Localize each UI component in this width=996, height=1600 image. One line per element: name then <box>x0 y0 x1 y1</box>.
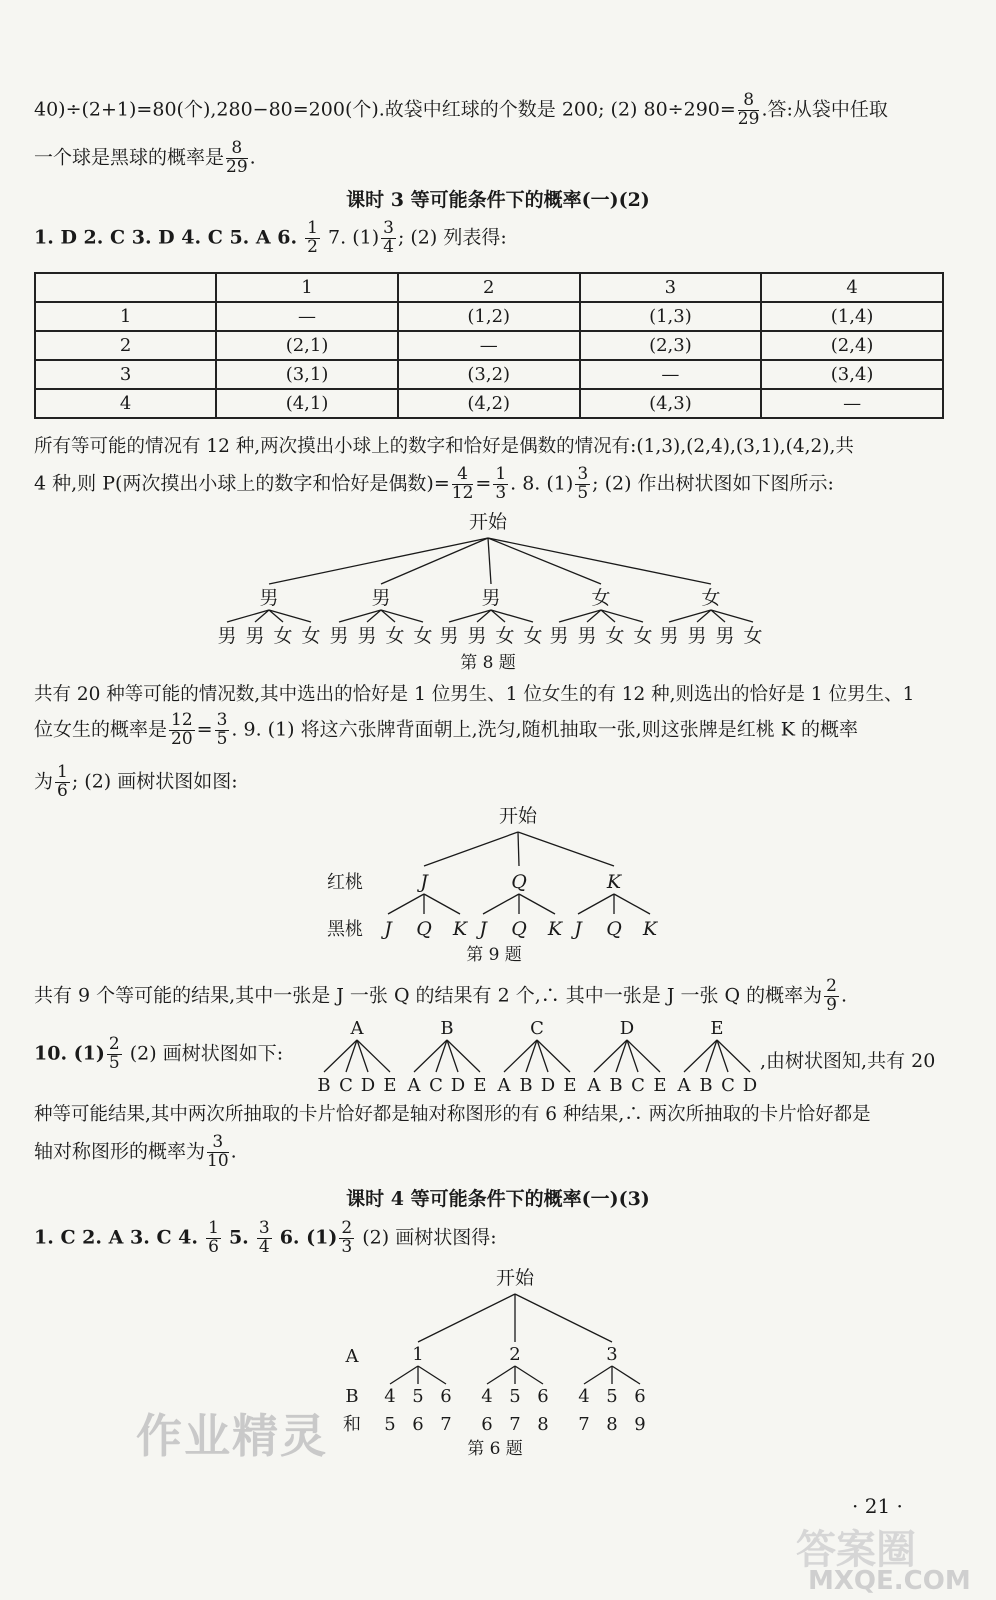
tree10-leaf: C <box>631 1075 645 1096</box>
tree-branch <box>488 538 711 584</box>
tree-branch <box>612 1366 640 1384</box>
answers-line-sec4: 1. C 2. A 3. C 4. $\frac{1}{6}$ 5. $\frac{3}{4}$ 6. (1) $\frac{2}{3}$ (2) 画树状图得: <box>34 1218 497 1257</box>
fraction: $\frac{3}{4}$ <box>383 218 394 257</box>
tree8-leaf: 男 <box>439 625 459 647</box>
table-cell: (1,2) <box>398 302 580 331</box>
corner-logo: 答案圈 <box>796 1527 916 1573</box>
tree8-node: 女 <box>701 587 721 609</box>
tree10-leaf: E <box>383 1075 397 1096</box>
tree-branch <box>488 538 601 584</box>
tree8-leaf: 男 <box>329 625 349 647</box>
intro-line-2: 一个球是黑球的概率是 $\frac{8}{29}$ . <box>34 138 256 177</box>
table-cell: 4 <box>35 389 216 418</box>
fraction: $\frac{1}{3}$ <box>495 464 507 503</box>
tree8-node: 男 <box>371 587 391 609</box>
tree6-leaf: 6 <box>634 1386 646 1407</box>
tree9-node: Q <box>511 871 527 893</box>
tree6-sum: 8 <box>537 1414 549 1435</box>
corner-url: MXQE.COM <box>808 1566 971 1596</box>
tree10-leaf: B <box>519 1075 533 1096</box>
table-cell: (1,4) <box>761 302 943 331</box>
tree9-leaf: K <box>452 918 468 940</box>
table-cell: (2,1) <box>216 331 398 360</box>
fraction: $\frac{3}{5}$ <box>216 710 228 749</box>
tree6-leaf: 4 <box>481 1386 493 1407</box>
tree8-node: 女 <box>591 587 611 609</box>
tree10-leaf: A <box>497 1075 511 1096</box>
table-cell: (2,4) <box>761 331 943 360</box>
q10-start: 10. (1) $\frac{2}{5}$ (2) 画树状图如下: <box>34 1034 284 1073</box>
fraction: $\frac{4}{12}$ <box>451 464 474 503</box>
tree10-leaf: C <box>339 1075 353 1096</box>
tree8-leaf: 女 <box>523 625 543 647</box>
tree8-leaf: 女 <box>633 625 653 647</box>
tree-branch <box>424 832 518 866</box>
tree10-leaf: B <box>699 1075 713 1096</box>
tree6-row-label: A <box>345 1346 359 1367</box>
table-cell: (4,1) <box>216 389 398 418</box>
p4-line: 共有 9 个等可能的结果,其中一张是 J 一张 Q 的结果有 2 个,∴ 其中一张是 J 一张 Q 的概率为 $\frac{2}{9}$ . <box>34 976 848 1015</box>
tree10-leaf: E <box>563 1075 577 1096</box>
tree9-leaf: J <box>574 918 582 940</box>
p3-line-3: 为 $\frac{1}{6}$ ; (2) 画树状图如图: <box>34 762 238 801</box>
tree8-leaf: 男 <box>687 625 707 647</box>
tree10-leaf: C <box>721 1075 735 1096</box>
tree8-leaf: 女 <box>385 625 405 647</box>
tree-branch <box>578 894 614 914</box>
tree6-sum: 7 <box>509 1414 521 1435</box>
tree-branch <box>614 894 650 914</box>
tree9-node: J <box>420 871 428 893</box>
fraction: $\frac{12}{20}$ <box>171 710 193 749</box>
tree8-leaf: 男 <box>715 625 735 647</box>
tree8-leaf: 男 <box>549 625 569 647</box>
tree9-leaf: K <box>547 918 563 940</box>
tree9-root: 开始 <box>498 805 538 827</box>
tree6-sum: 8 <box>606 1414 618 1435</box>
tree6-node: 3 <box>606 1344 618 1365</box>
tree9-leaf: K <box>642 918 658 940</box>
table-cell: (1,3) <box>580 302 762 331</box>
tree10-leaf: D <box>540 1075 556 1096</box>
tree10-root: B <box>440 1018 454 1039</box>
tree8-leaf: 女 <box>743 625 763 647</box>
q10-line-3: 轴对称图形的概率为 $\frac{3}{10}$ . <box>34 1132 237 1171</box>
q10-end: ,由树状图知,共有 20 <box>760 1050 936 1072</box>
tree9-caption: 第 9 题 <box>466 945 522 965</box>
tree6-sum: 6 <box>412 1414 424 1435</box>
table-cell: (4,2) <box>398 389 580 418</box>
fraction: $\frac{1}{6}$ <box>57 762 68 801</box>
fraction: $\frac{3}{4}$ <box>258 1218 270 1257</box>
tree9-leaf: Q <box>416 918 432 940</box>
tree8-leaf: 男 <box>245 625 265 647</box>
table-cell: — <box>761 389 943 418</box>
tree8-leaf: 男 <box>659 625 679 647</box>
tree6-root: 开始 <box>495 1267 535 1289</box>
tree-branch <box>488 538 491 584</box>
tree10-root: C <box>530 1018 544 1039</box>
tree10-leaf: A <box>677 1075 691 1096</box>
tree6-leaf: 6 <box>440 1386 452 1407</box>
tree8-leaf: 男 <box>577 625 597 647</box>
table-cell: (2,3) <box>580 331 762 360</box>
table-cell: 2 <box>35 331 216 360</box>
tree8-leaf: 女 <box>495 625 515 647</box>
fraction: $\frac{2}{9}$ <box>826 976 837 1015</box>
tree10-leaf: D <box>450 1075 466 1096</box>
tree8-node: 男 <box>481 587 501 609</box>
tree8-leaf: 男 <box>217 625 237 647</box>
q10-line-2: 种等可能结果,其中两次所抽取的卡片恰好都是轴对称图形的有 6 种结果,∴ 两次所抽取的卡片恰好都是 <box>34 1104 871 1125</box>
tree6-caption: 第 6 题 <box>467 1439 523 1459</box>
page-number: · 21 · <box>852 1494 903 1518</box>
tree6-leaf: 4 <box>384 1386 396 1407</box>
p2-line-1: 所有等可能的情况有 12 种,两次摸出小球上的数字和恰好是偶数的情况有:(1,3),(2,4),(3,1),(4,2),共 <box>34 436 854 457</box>
fraction: $\frac{1}{6}$ <box>208 1218 219 1257</box>
section-title-4: 课时 4 等可能条件下的概率(一)(3) <box>346 1188 650 1210</box>
table-cell: — <box>580 360 762 389</box>
tree-branch <box>269 538 488 584</box>
tree8-leaf: 女 <box>413 625 433 647</box>
tree10-leaf: A <box>407 1075 421 1096</box>
tree-branch <box>388 894 424 914</box>
fraction: $\frac{8}{29}$ <box>737 90 760 129</box>
p3-line-2: 位女生的概率是 $\frac{12}{20}$ = $\frac{3}{5}$ . 9. (1) 将这六张牌背面朝上,洗匀,随机抽取一张,则这张牌是红桃 K 的概率 <box>34 710 858 749</box>
watermark-text: 作业精灵 <box>136 1409 328 1463</box>
tree8-leaf: 男 <box>357 625 377 647</box>
tree-branch <box>515 1294 612 1342</box>
tree-branch <box>515 1366 543 1384</box>
tree9-row-label: 红桃 <box>327 872 363 893</box>
table-cell: 2 <box>398 273 580 302</box>
table-cell: (3,2) <box>398 360 580 389</box>
intro-line-1: 40)÷(2+1)=80(个),280−80=200(个).故袋中红球的个数是 200; (2) 80÷290= $\frac{8}{29}$ .答:从袋中任取 <box>34 90 888 129</box>
section-title-3: 课时 3 等可能条件下的概率(一)(2) <box>346 189 650 211</box>
fraction: $\frac{2}{5}$ <box>108 1034 120 1073</box>
tree6-node: 2 <box>509 1344 521 1365</box>
table-cell: 4 <box>761 273 943 302</box>
table-cell: (3,1) <box>216 360 398 389</box>
tree6-sum: 7 <box>440 1414 452 1435</box>
tree9-leaf: J <box>384 918 392 940</box>
fraction: $\frac{2}{3}$ <box>341 1218 353 1257</box>
tree6-sum: 7 <box>578 1414 590 1435</box>
tree6-leaf: 4 <box>578 1386 590 1407</box>
tree8-leaf: 男 <box>467 625 487 647</box>
table-cell: 3 <box>580 273 762 302</box>
tree9-node: K <box>606 871 622 893</box>
tree-branch <box>418 1366 446 1384</box>
tree9-leaf: Q <box>606 918 622 940</box>
tree-branch <box>381 538 488 584</box>
tree-branch <box>584 1366 612 1384</box>
table-cell: (3,4) <box>761 360 943 389</box>
tree8-leaf: 女 <box>605 625 625 647</box>
tree-branch <box>390 1366 418 1384</box>
tree10-root: E <box>710 1018 724 1039</box>
tree9-row-label: 黑桃 <box>327 919 363 940</box>
tree6-row-label: B <box>345 1386 359 1407</box>
tree-branch <box>483 894 519 914</box>
tree6-leaf: 5 <box>412 1386 424 1407</box>
tree6-sum: 5 <box>384 1414 396 1435</box>
p2-line-2: 4 种,则 P(两次摸出小球上的数字和恰好是偶数)= $\frac{4}{12}$ = $\frac{1}{3}$ . 8. (1) $\frac{3}{5}$ ; (2) 作出树状图如下图所示: <box>34 464 834 503</box>
tree10-leaf: D <box>742 1075 758 1096</box>
table-cell: (4,3) <box>580 389 762 418</box>
tree6-sum: 6 <box>481 1414 493 1435</box>
tree8-root: 开始 <box>468 511 508 533</box>
tree6-leaf: 5 <box>606 1386 618 1407</box>
tree6-node: 1 <box>412 1344 424 1365</box>
tree8-node: 男 <box>259 587 279 609</box>
tree9-leaf: J <box>479 918 487 940</box>
fraction: $\frac{3}{10}$ <box>207 1132 229 1171</box>
tree-branch <box>519 894 555 914</box>
p3-line-1: 共有 20 种等可能的情况数,其中选出的恰好是 1 位男生、1 位女生的有 12 种,则选出的恰好是 1 位男生、1 <box>34 684 915 705</box>
table-cell: 3 <box>35 360 216 389</box>
tree10-leaf: C <box>429 1075 443 1096</box>
tree-branch <box>418 1294 515 1342</box>
tree-branch <box>518 832 519 866</box>
table-cell: — <box>398 331 580 360</box>
tree10-leaf: E <box>473 1075 487 1096</box>
tree6-row-label: 和 <box>343 1414 361 1435</box>
tree6-leaf: 5 <box>509 1386 521 1407</box>
tree8-leaf: 女 <box>301 625 321 647</box>
fraction: $\frac{3}{5}$ <box>577 464 589 503</box>
tree10-leaf: B <box>609 1075 623 1096</box>
tree-branch <box>424 894 460 914</box>
table-cell: 1 <box>216 273 398 302</box>
answers-line-sec3: 1. D 2. C 3. D 4. C 5. A 6. $\frac{1}{2}$ 7. (1) $\frac{3}{4}$ ; (2) 列表得: <box>34 218 507 257</box>
table-cell: 1 <box>35 302 216 331</box>
table-cell: — <box>216 302 398 331</box>
tree8-leaf: 女 <box>273 625 293 647</box>
tree10-root: D <box>619 1018 635 1039</box>
tree-branch <box>518 832 614 866</box>
tree10-leaf: B <box>317 1075 331 1096</box>
tree-branch <box>487 1366 515 1384</box>
tree10-leaf: E <box>653 1075 667 1096</box>
fraction: $\frac{8}{29}$ <box>226 138 248 177</box>
tree8-caption: 第 8 题 <box>460 653 516 673</box>
tree10-leaf: A <box>587 1075 601 1096</box>
tree9-leaf: Q <box>511 918 527 940</box>
tree6-sum: 9 <box>634 1414 646 1435</box>
tree10-leaf: D <box>360 1075 376 1096</box>
fraction: $\frac{1}{2}$ <box>307 218 318 257</box>
tree6-leaf: 6 <box>537 1386 549 1407</box>
tree10-root: A <box>350 1018 364 1039</box>
